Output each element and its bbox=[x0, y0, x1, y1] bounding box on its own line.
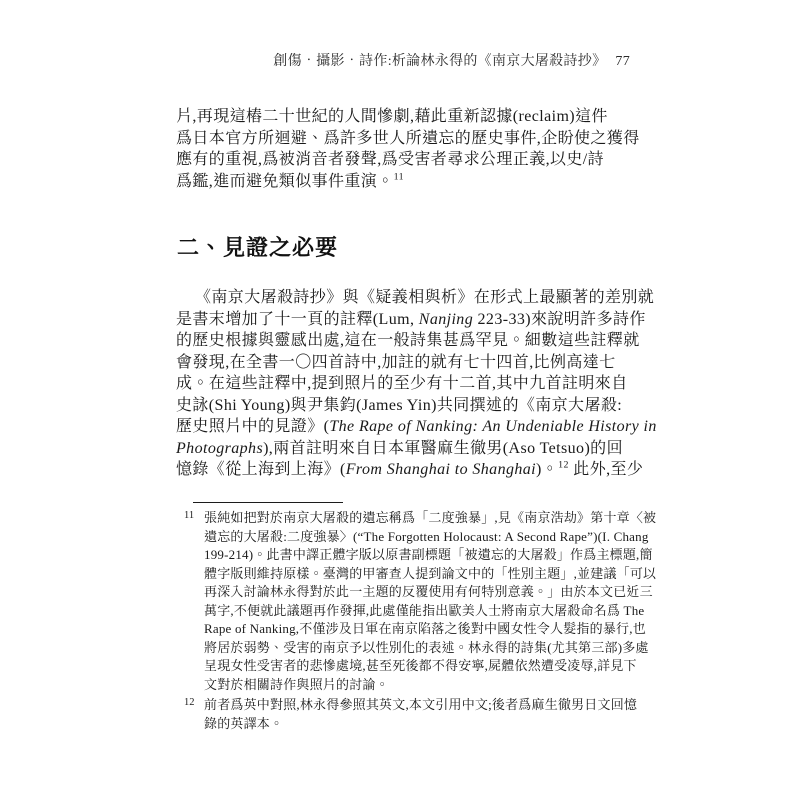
text-line: Rape of Nanking,不僅涉及日軍在南京陷落之後對中國女性令人髮指的暴行,也 bbox=[204, 621, 646, 636]
text-line: 錄的英譯本。 bbox=[204, 715, 284, 731]
footnote-number: 12 bbox=[184, 697, 195, 708]
text-line: 張純如把對於南京大屠殺的遺忘稱爲「二度強暴」,見《南京浩劫》第十章〈被 bbox=[204, 510, 657, 525]
footnote-text bbox=[204, 509, 657, 694]
footnote-text bbox=[204, 696, 646, 733]
text-line: 萬字,不便就此議題再作發揮,此處僅能指出歐美人士將南京大屠殺命名爲 The bbox=[204, 602, 645, 618]
body-paragraph-2 bbox=[176, 287, 657, 481]
text-line: 爲日本官方所迴避、爲許多世人所遺忘的歷史事件,企盼使之獲得 bbox=[176, 129, 640, 147]
text-line: 歷史照片中的見證》(The Rape of Nanking: An Undeniable History in bbox=[176, 418, 657, 435]
text-line: 遺忘的大屠殺:二度強暴〉(“The Forgotten Holocaust: A Second Rape”)(I. Chang bbox=[204, 528, 649, 544]
text-line: 199-214)。此書中譯正體字版以原書副標題「被遺忘的大屠殺」作爲主標題,簡 bbox=[204, 547, 653, 562]
text-line: 憶錄《從上海到上海》(From Shanghai to Shanghai)。$^{12}$ 此外,至少 bbox=[176, 459, 644, 478]
text-line: 前者爲英中對照,林永得參照其英文,本文引用中文;後者爲麻生徹男日文回憶 bbox=[204, 697, 638, 712]
footnotes-section bbox=[176, 509, 657, 733]
text-line: 史詠(Shi Young)與尹集鈞(James Yin)共同撰述的《南京大屠殺: bbox=[176, 396, 623, 414]
running-header bbox=[273, 50, 630, 70]
page-number: 77 bbox=[615, 54, 630, 69]
text-line: 呈現女性受害者的悲慘處境,甚至死後都不得安寧,屍體依然遭受凌辱,詳見下 bbox=[204, 658, 637, 673]
footnote-number: 11 bbox=[184, 510, 195, 521]
text-line: 會發現,在全書一〇四首詩中,加註的就有七十四首,比例高達七 bbox=[176, 353, 616, 371]
section-heading: 二、見證之必要 bbox=[177, 235, 339, 260]
text-line: 體字版則維持原樣。臺灣的甲審查人提到論文中的「性別主題」,並建議「可以 bbox=[204, 565, 657, 581]
text-line: 片,再現這樁二十世紀的人間慘劇,藉此重新認據(reclaim)這件 bbox=[176, 108, 608, 125]
text-line: 《南京大屠殺詩抄》與《疑義相與析》在形式上最顯著的差別就 bbox=[195, 289, 655, 306]
text-line: 的歷史根據與靈感出處,這在一般詩集甚爲罕見。細數這些註釋就 bbox=[176, 332, 640, 349]
footnote-12 bbox=[176, 696, 646, 733]
footnote-separator-rule bbox=[193, 502, 343, 503]
text-line: 是書末增加了十一頁的註釋(Lum, Nanjing 223-33)來說明許多詩作 bbox=[176, 310, 646, 328]
text-line: 將居於弱勢、受害的南京予以性別化的表述。林永得的詩集(尤其第三部)多處 bbox=[204, 639, 649, 655]
running-header-title: 創傷‧攝影‧詩作:析論林永得的《南京大屠殺詩抄》 bbox=[273, 54, 607, 69]
footnote-11 bbox=[176, 509, 657, 694]
text-line: 文對於相關詩作與照片的討論。 bbox=[204, 676, 389, 692]
text-line: 應有的重視,爲被消音者發聲,爲受害者尋求公理正義,以史/詩 bbox=[176, 151, 605, 168]
text-line: 爲鑑,進而避免類似事件重演。$^{11}$ bbox=[176, 171, 404, 190]
text-line: 成。在這些註釋中,提到照片的至少有十二首,其中九首註明來自 bbox=[176, 375, 628, 392]
body-paragraph-1 bbox=[176, 106, 646, 192]
text-line: Photographs),兩首註明來自日本軍醫麻生徹男(Aso Tetsuo)的回 bbox=[176, 439, 623, 457]
text-line: 再深入討論林永得對於此一主題的反覆使用有何特別意義。」由於本文已近三 bbox=[204, 584, 653, 599]
